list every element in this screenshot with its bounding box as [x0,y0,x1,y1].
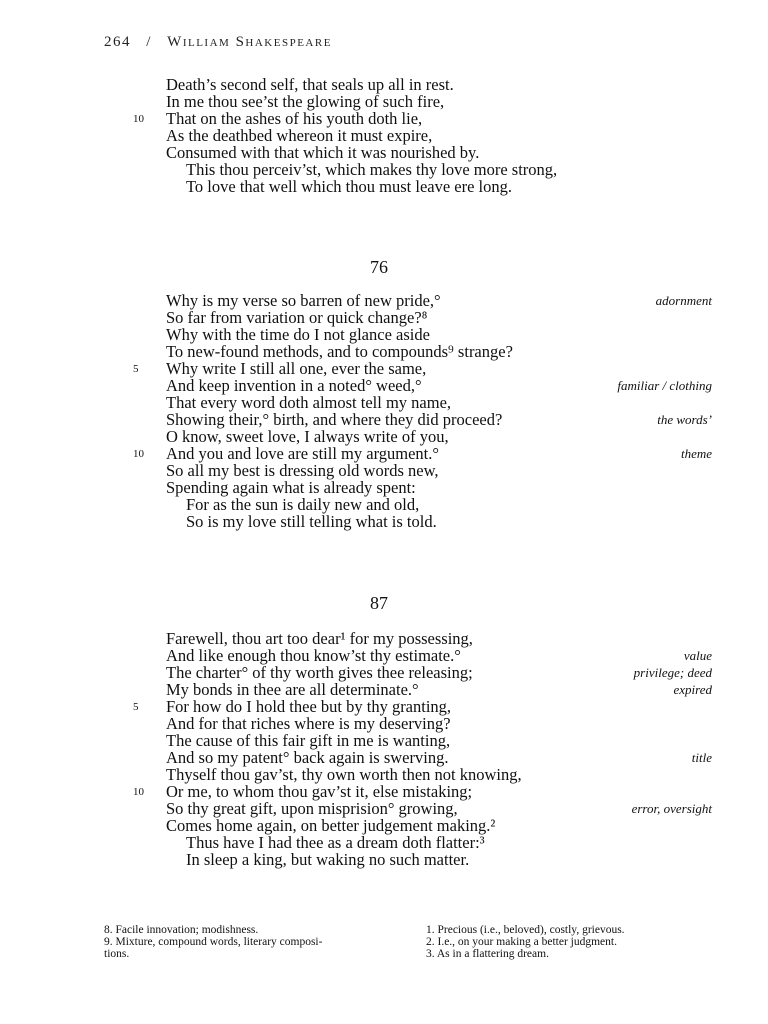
verse-text: Spending again what is already spent: [166,478,416,497]
verse-text: To new-found methods, and to compounds⁹ strange? [166,342,513,361]
verse-text: Or me, to whom thou gav’st it, else mistaking; [166,782,473,801]
running-head-author: William Shakespeare [167,34,332,50]
verse-line [0,394,768,411]
verse-line [0,445,768,462]
verse-text: Why is my verse so barren of new pride,° [166,291,441,310]
verse-line [0,681,768,698]
sonnet-87 [0,630,768,868]
verse-text: In me thou see’st the glowing of such fire, [166,92,445,111]
verse-line [0,377,768,394]
verse-text: For as the sun is daily new and old, [186,495,420,514]
verse-line [0,630,768,647]
verse-text: So thy great gift, upon misprision° growing, [166,799,458,818]
header-separator: / [146,34,152,50]
verse-line [0,462,768,479]
running-header [104,34,332,51]
verse-text: Why write I still all one, ever the same, [166,359,427,378]
verse-text: And keep invention in a noted° weed,° [166,376,422,395]
verse-text: The charter° of thy worth gives thee releasing; [166,663,473,682]
verse-text: The cause of this fair gift in me is wanting, [166,731,451,750]
verse-line [0,110,768,127]
verse-text: To love that well which thou must leave ere long. [186,177,513,196]
marginal-gloss: privilege; deed [633,665,712,680]
verse-line [0,800,768,817]
verse-line [0,127,768,144]
verse-text: For how do I hold thee but by thy granting, [166,697,452,716]
marginal-gloss: familiar / clothing [617,378,712,393]
verse-line [0,496,768,513]
verse-line [0,161,768,178]
verse-line [0,326,768,343]
verse-line [0,749,768,766]
verse-line [0,817,768,834]
verse-line [0,76,768,93]
verse-line [0,664,768,681]
verse-text: In sleep a king, but waking no such matter. [186,850,470,869]
verse-text: Consumed with that which it was nourished by. [166,143,480,162]
sonnet-number-87: 87 [370,593,388,613]
verse-line [0,479,768,496]
verse-line [0,851,768,868]
sonnet-continuation [0,76,768,195]
footnotes-right [426,924,726,960]
marginal-gloss: title [691,750,712,765]
sonnet-76 [0,292,768,530]
marginal-gloss: adornment [655,293,712,308]
marginal-gloss: theme [680,446,712,461]
verse-text: Farewell, thou art too dear¹ for my possessing, [166,629,473,648]
verse-text: O know, sweet love, I always write of you, [166,427,449,446]
verse-text: This thou perceiv’st, which makes thy love more strong, [186,160,558,179]
line-number: 5 [133,701,139,713]
verse-line [0,178,768,195]
verse-line [0,360,768,377]
verse-line [0,309,768,326]
verse-text: So all my best is dressing old words new, [166,461,439,480]
verse-line [0,766,768,783]
line-number: 5 [133,363,139,375]
verse-text: And like enough thou know’st thy estimate.° [166,646,461,665]
footnote: tions. [104,948,130,960]
verse-line [0,698,768,715]
line-number: 10 [133,786,144,798]
verse-line [0,783,768,800]
verse-text: So far from variation or quick change?⁸ [166,308,428,327]
verse-text: And for that riches where is my deserving? [166,714,451,733]
marginal-gloss: expired [673,682,712,697]
verse-text: As the deathbed whereon it must expire, [166,126,433,145]
sonnet-number-76: 76 [370,257,388,277]
line-number: 10 [133,448,144,460]
verse-text: Showing their,° birth, and where they did proceed? [166,410,503,429]
verse-line [0,428,768,445]
verse-line [0,732,768,749]
footnote: 8. Facile innovation; modishness. [104,924,259,936]
marginal-gloss: the words’ [657,412,712,427]
verse-text: Thus have I had thee as a dream doth flatter:³ [186,833,485,852]
verse-text: And you and love are still my argument.° [166,444,439,463]
marginal-gloss: value [683,648,712,663]
verse-line [0,834,768,851]
verse-text: So is my love still telling what is told. [186,512,437,531]
verse-text: And so my patent° back again is swerving. [166,748,449,767]
verse-text: Thyself thou gav’st, thy own worth then not knowing, [166,765,522,784]
verse-text: That on the ashes of his youth doth lie, [166,109,423,128]
marginal-gloss: error, oversight [631,801,712,816]
verse-line [0,513,768,530]
page-number: 264 [104,34,131,50]
verse-text: Why with the time do I not glance aside [166,325,430,344]
footnote: 9. Mixture, compound words, literary composi- [104,936,323,948]
verse-line [0,647,768,664]
footnotes-left [104,924,404,960]
verse-text: My bonds in thee are all determinate.° [166,680,419,699]
line-number: 10 [133,113,144,125]
footnote: 1. Precious (i.e., beloved), costly, grievous. [426,924,625,936]
verse-text: Comes home again, on better judgement making.² [166,816,496,835]
verse-line [0,411,768,428]
verse-line [0,343,768,360]
verse-line [0,144,768,161]
verse-line [0,292,768,309]
verse-line [0,715,768,732]
verse-line [0,93,768,110]
footnote: 3. As in a flattering dream. [426,948,549,960]
verse-text: That every word doth almost tell my name, [166,393,452,412]
verse-text: Death’s second self, that seals up all in rest. [166,75,454,94]
footnote: 2. I.e., on your making a better judgment. [426,936,617,948]
